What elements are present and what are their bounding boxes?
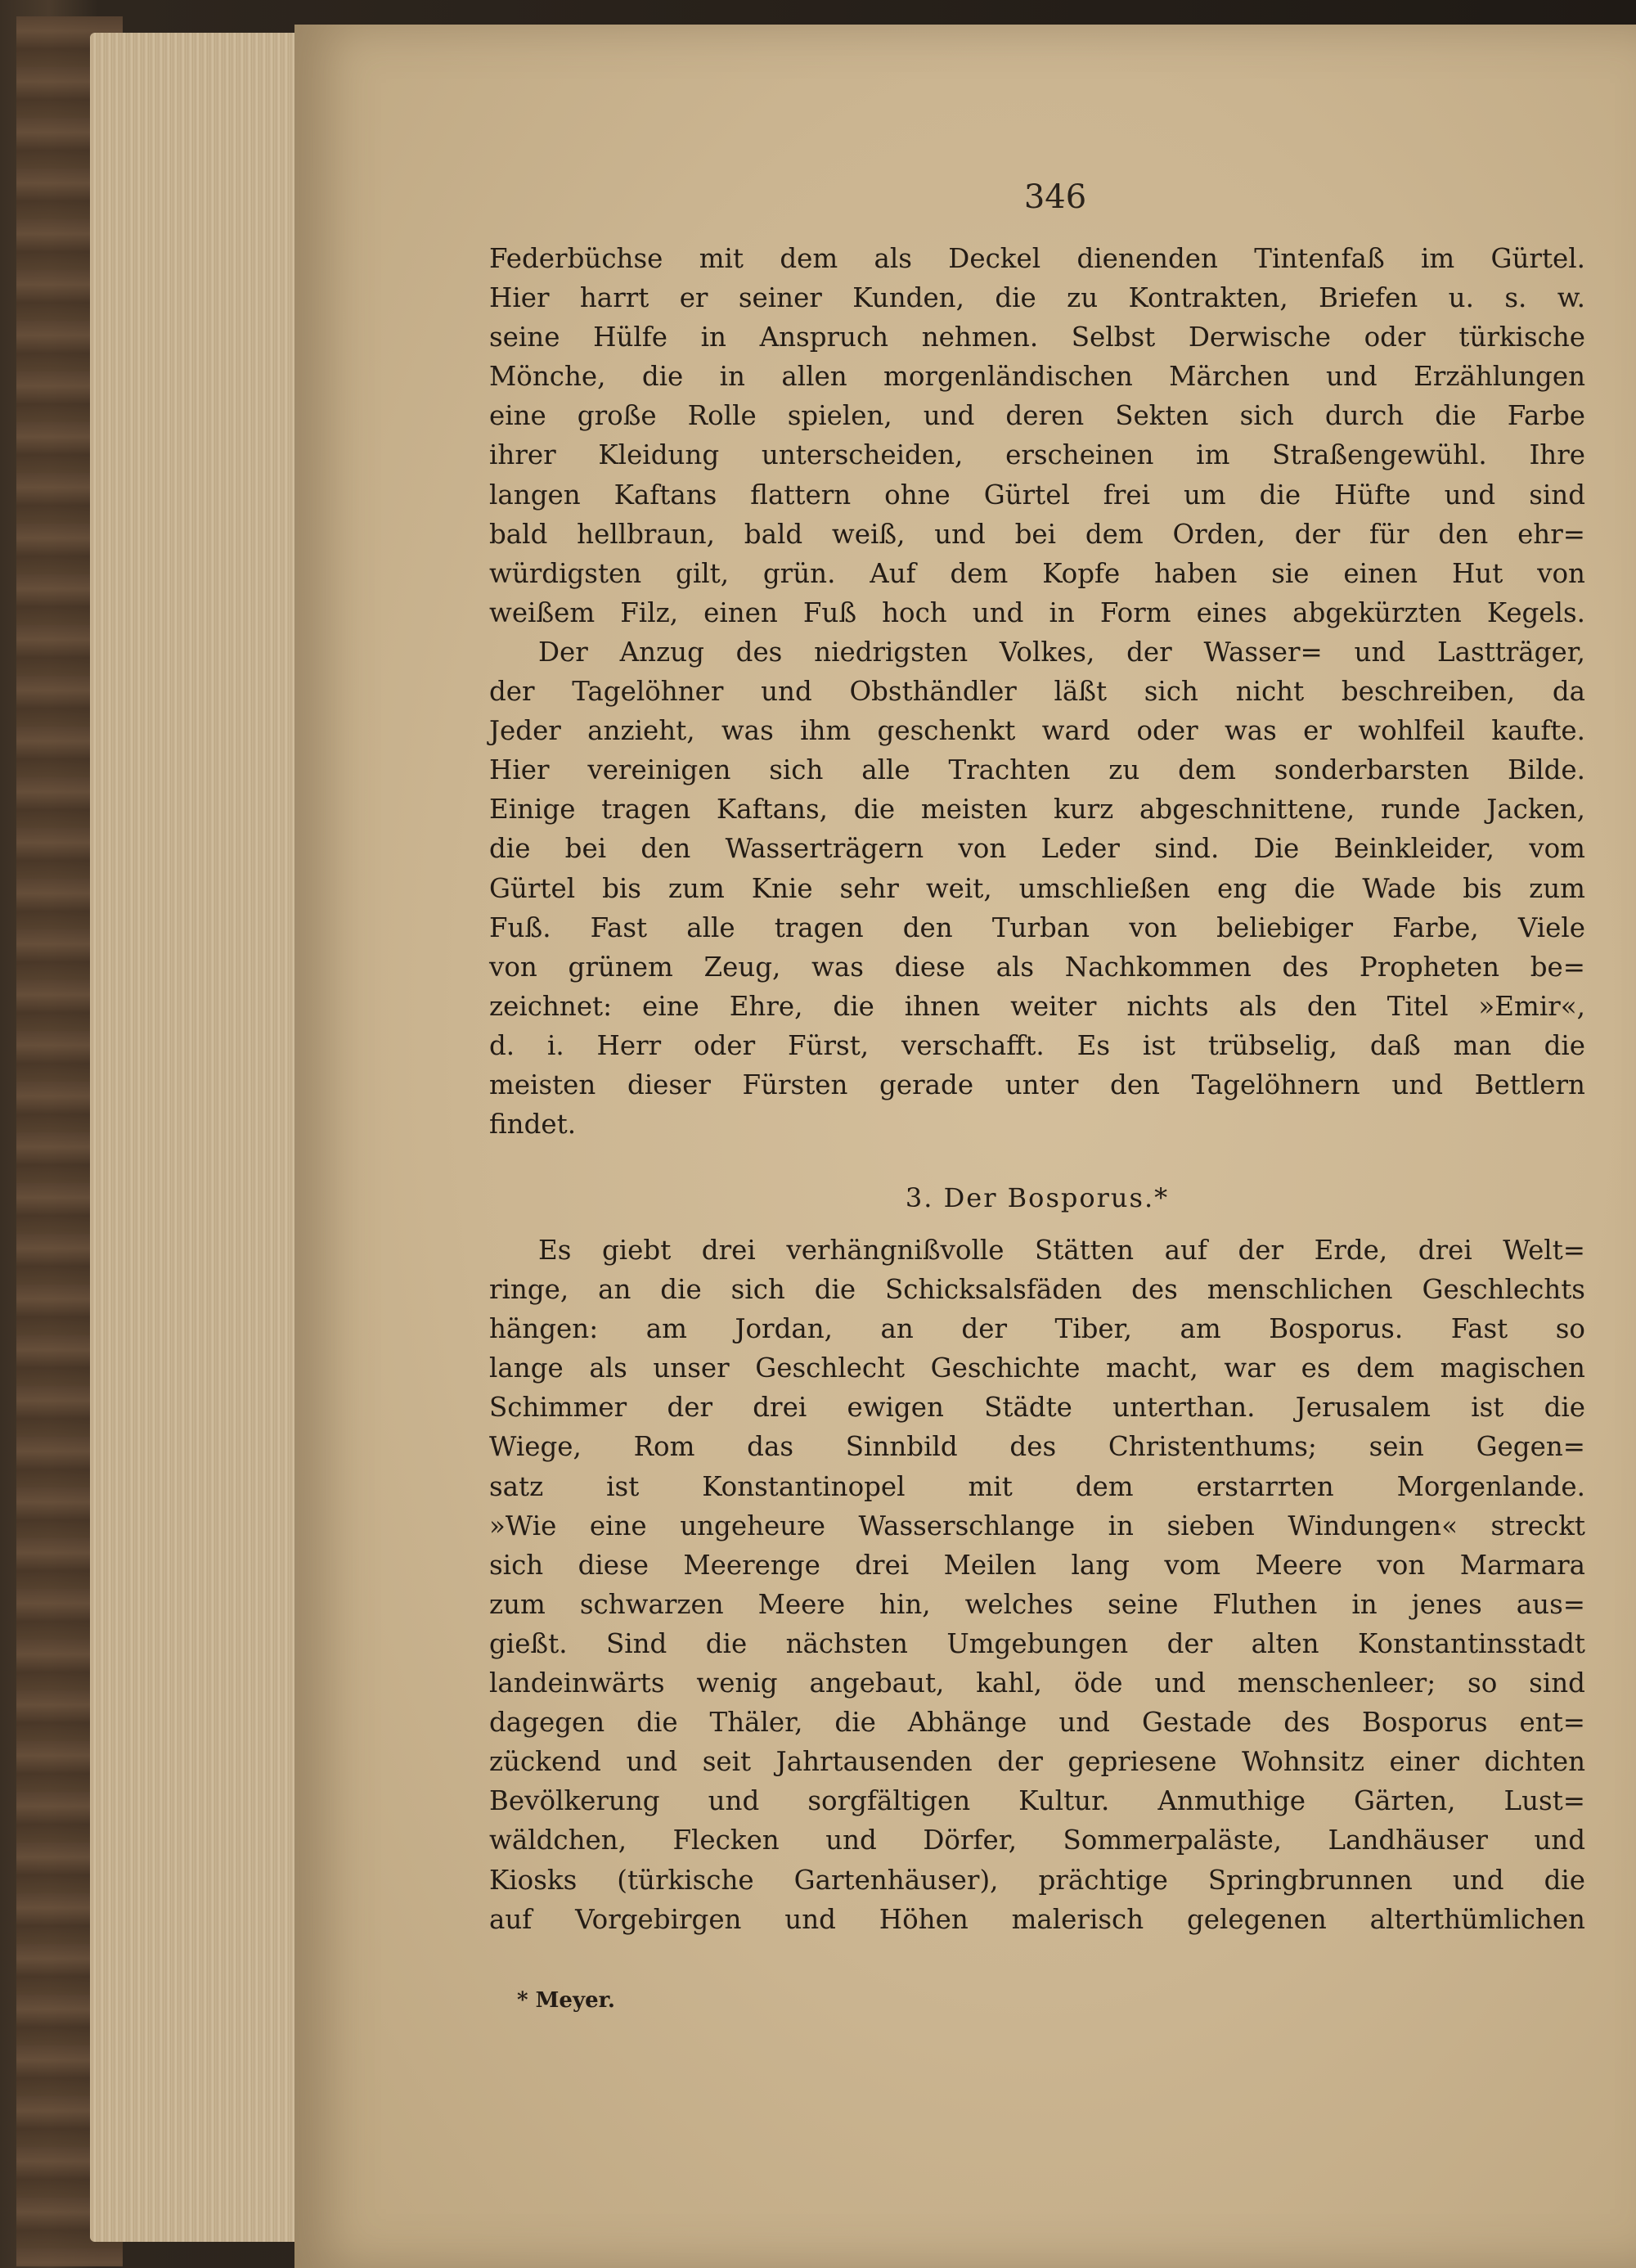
text-line: Federbüchse mit dem als Deckel dienenden Tintenfaß im Gürtel. bbox=[489, 243, 1585, 274]
text-line: ihrer Kleidung unterscheiden, erscheinen im Straßengewühl. Ihre bbox=[489, 439, 1585, 471]
text-line: weißem Filz, einen Fuß hoch und in Form eines abgekürzten Kegels. bbox=[489, 596, 1585, 628]
text-line: Fuß. Fast alle tragen den Turban von beliebiger Farbe, Viele bbox=[489, 911, 1585, 943]
text-line: die bei den Wasserträgern von Leder sind. Die Beinkleider, vom bbox=[489, 833, 1585, 865]
text-line: hängen: am Jordan, an der Tiber, am Bosporus. Fast so bbox=[489, 1313, 1585, 1345]
text-line: sich diese Meerenge drei Meilen lang vom Meere von Marmara bbox=[489, 1549, 1585, 1581]
text-line: Schimmer der drei ewigen Städte unterthan. Jerusalem ist die bbox=[489, 1392, 1585, 1424]
text-line: Hier harrt er seiner Kunden, die zu Kontrakten, Briefen u. s. w. bbox=[489, 282, 1585, 314]
text-line: seine Hülfe in Anspruch nehmen. Selbst Derwische oder türkische bbox=[489, 322, 1585, 353]
paragraph-1-2 bbox=[489, 239, 1585, 1144]
text-line: wäldchen, Flecken und Dörfer, Sommerpaläste, Landhäuser und bbox=[489, 1825, 1585, 1856]
text-line: meisten dieser Fürsten gerade unter den Tagelöhnern und Bettlern bbox=[489, 1069, 1585, 1100]
page-number: 346 bbox=[1023, 178, 1087, 216]
footnote: * Meyer. bbox=[517, 1988, 615, 2013]
text-line: Wiege, Rom das Sinnbild des Christenthums; sein Gegen= bbox=[489, 1431, 1585, 1463]
text-line: landeinwärts wenig angebaut, kahl, öde und menschenleer; so sind bbox=[489, 1667, 1585, 1699]
text-line: lange als unser Geschlecht Geschichte macht, war es dem magischen bbox=[489, 1352, 1585, 1384]
text-line: Hier vereinigen sich alle Trachten zu dem sonderbarsten Bilde. bbox=[489, 754, 1585, 786]
text-line: zeichnet: eine Ehre, die ihnen weiter nichts als den Titel »Emir«, bbox=[489, 990, 1585, 1022]
text-line: würdigsten gilt, grün. Auf dem Kopfe haben sie einen Hut von bbox=[489, 557, 1585, 589]
text-line: von grünem Zeug, was diese als Nachkommen des Propheten be= bbox=[489, 951, 1585, 983]
text-line: satz ist Konstantinopel mit dem erstarrten Morgenlande. bbox=[489, 1470, 1585, 1502]
text-line: Kiosks (türkische Gartenhäuser), prächtige Springbrunnen und die bbox=[489, 1864, 1585, 1896]
text-line: »Wie eine ungeheure Wasserschlange in sieben Windungen« streckt bbox=[489, 1510, 1585, 1541]
text-line: Bevölkerung und sorgfältigen Kultur. Anmuthige Gärten, Lust= bbox=[489, 1785, 1585, 1817]
text-line: findet. bbox=[489, 1109, 577, 1141]
text-line: gießt. Sind die nächsten Umgebungen der alten Konstantinsstadt bbox=[489, 1627, 1585, 1659]
text-line: eine große Rolle spielen, und deren Sekten sich durch die Farbe bbox=[489, 400, 1585, 432]
text-line: Es giebt drei verhängnißvolle Stätten auf der Erde, drei Welt= bbox=[538, 1235, 1585, 1266]
text-line: dagegen die Thäler, die Abhänge und Gestade des Bosporus ent= bbox=[489, 1707, 1585, 1739]
text-line: d. i. Herr oder Fürst, verschafft. Es ist trübselig, daß man die bbox=[489, 1029, 1585, 1061]
text-line: auf Vorgebirgen und Höhen malerisch gelegenen alterthümlichen bbox=[489, 1903, 1585, 1935]
text-line: Gürtel bis zum Knie sehr weit, umschließen eng die Wade bis zum bbox=[489, 872, 1585, 904]
text-line: bald hellbraun, bald weiß, und bei dem Orden, der für den ehr= bbox=[489, 518, 1585, 550]
section-heading: 3. Der Bosporus.* bbox=[905, 1182, 1170, 1213]
paragraph-3 bbox=[489, 1231, 1585, 1939]
text-line: der Tagelöhner und Obsthändler läßt sich nicht beschreiben, da bbox=[489, 676, 1585, 708]
text-line: ringe, an die sich die Schicksalsfäden des menschlichen Geschlechts bbox=[489, 1274, 1585, 1306]
text-line: langen Kaftans flattern ohne Gürtel frei um die Hüfte und sind bbox=[489, 479, 1585, 511]
text-line: Mönche, die in allen morgenländischen Märchen und Erzählungen bbox=[489, 361, 1585, 393]
text-line: Jeder anzieht, was ihm geschenkt ward oder was er wohlfeil kaufte. bbox=[489, 715, 1585, 747]
text-line: Der Anzug des niedrigsten Volkes, der Wasser= und Lastträger, bbox=[538, 636, 1585, 668]
text-line: Einige tragen Kaftans, die meisten kurz abgeschnittene, runde Jacken, bbox=[489, 794, 1585, 826]
text-line: zückend und seit Jahrtausenden der gepriesene Wohnsitz einer dichten bbox=[489, 1746, 1585, 1778]
text-line: zum schwarzen Meere hin, welches seine Fluthen in jenes aus= bbox=[489, 1588, 1585, 1620]
